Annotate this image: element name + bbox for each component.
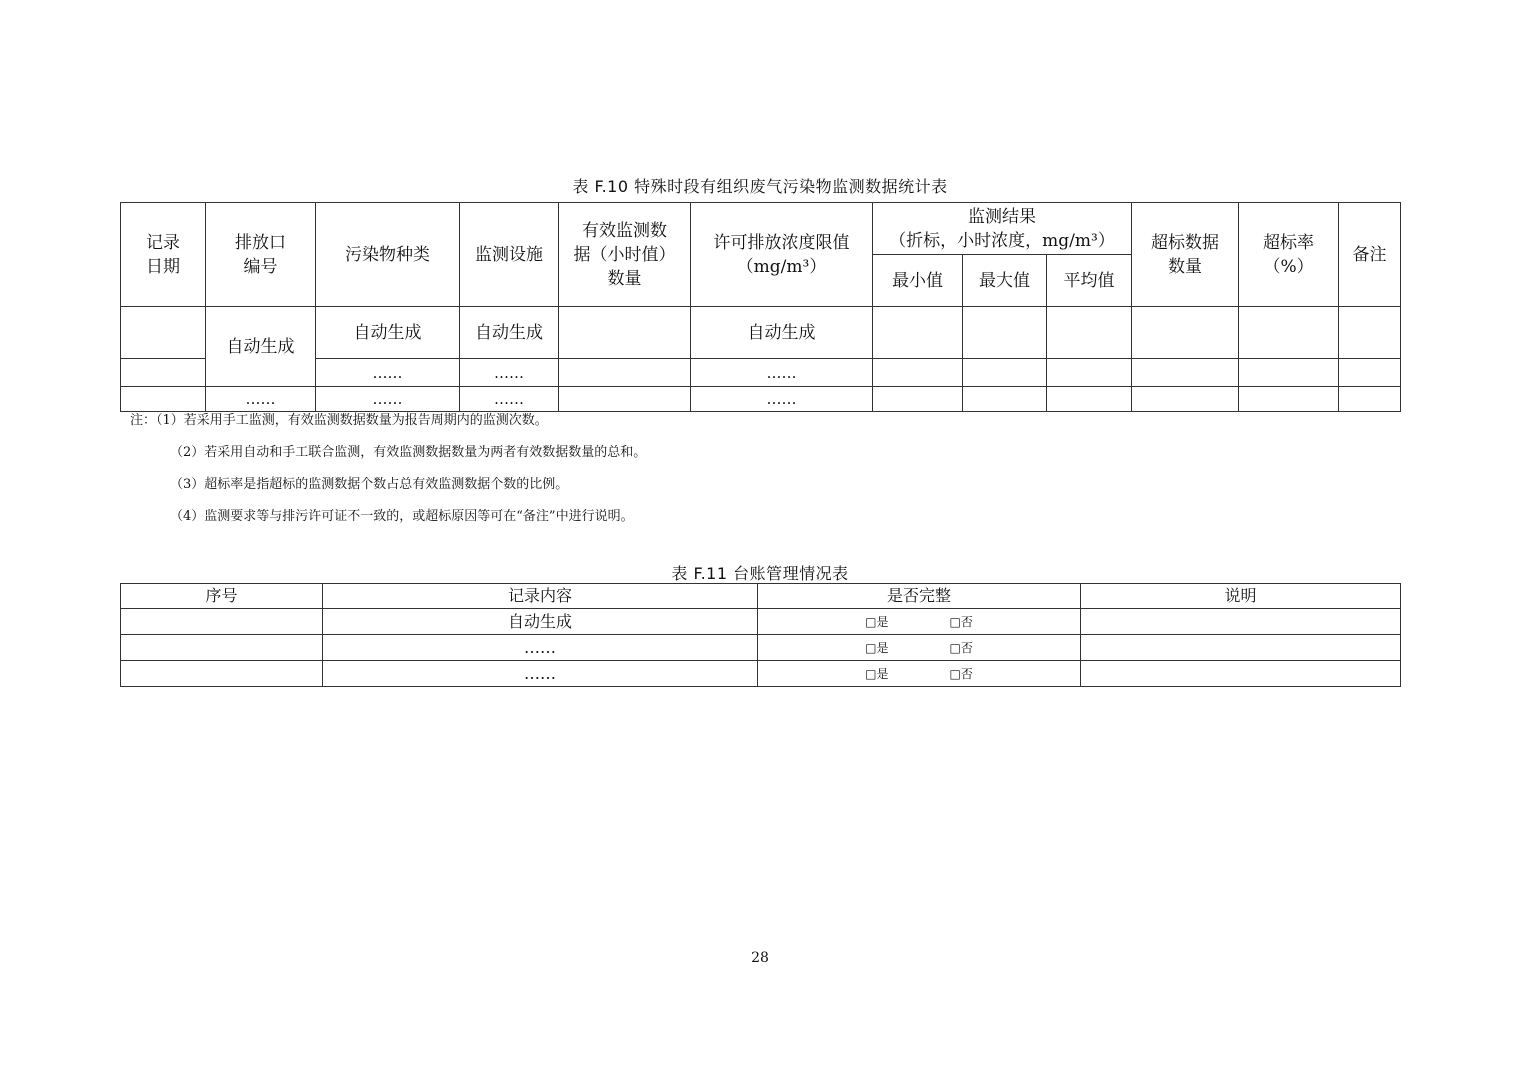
- header-outlet-no: 排放口 编号: [206, 203, 316, 307]
- table-row: [121, 387, 1401, 412]
- notes: [130, 410, 646, 538]
- header-exceed-count: 超标数据 数量: [1132, 203, 1239, 307]
- table-row: [121, 609, 1401, 635]
- cell-ellipsis: ……: [460, 359, 559, 387]
- table-f10-title: 表 F.10 特殊时段有组织废气污染物监测数据统计表: [572, 177, 948, 196]
- cell-ellipsis: ……: [460, 387, 559, 412]
- note-4: （4）监测要求等与排污许可证不一致的，或超标原因等可在“备注”中进行说明。: [170, 509, 634, 524]
- header-record-date: 记录 日期: [121, 203, 206, 307]
- header-complete: 是否完整: [758, 584, 1081, 609]
- checkbox-yes[interactable]: □是: [865, 641, 889, 655]
- page-number: 28: [751, 950, 769, 966]
- cell-ellipsis: ……: [691, 387, 873, 412]
- cell-auto: 自动生成: [691, 307, 873, 359]
- header-limit: 许可排放浓度限值 （mg/m³）: [691, 203, 873, 307]
- note-2: （2）若采用自动和手工联合监测，有效监测数据数量为两者有效数据数量的总和。: [170, 445, 647, 460]
- table-row: [121, 661, 1401, 687]
- header-valid-data: 有效监测数 据（小时值） 数量: [559, 203, 691, 307]
- checkbox-yes[interactable]: □是: [865, 615, 889, 629]
- cell-content: ……: [323, 661, 758, 687]
- checkbox-no[interactable]: □否: [949, 641, 973, 655]
- header-exceed-rate: 超标率 （%）: [1239, 203, 1339, 307]
- header-result: 监测结果 （折标，小时浓度，mg/m³）: [873, 203, 1132, 255]
- cell-content: ……: [323, 635, 758, 661]
- cell-auto: 自动生成: [206, 307, 316, 387]
- header-max: 最大值: [963, 255, 1047, 307]
- cell-ellipsis: ……: [691, 359, 873, 387]
- table-f10: [120, 202, 1401, 412]
- header-facility: 监测设施: [460, 203, 559, 307]
- table-row: [121, 307, 1401, 359]
- cell-ellipsis: ……: [316, 387, 460, 412]
- cell-content: 自动生成: [323, 609, 758, 635]
- table-f11-title: 表 F.11 台账管理情况表: [671, 564, 849, 583]
- header-seq: 序号: [121, 584, 323, 609]
- header-min: 最小值: [873, 255, 963, 307]
- table-f11: [120, 583, 1401, 687]
- header-avg: 平均值: [1047, 255, 1132, 307]
- cell-ellipsis: ……: [316, 359, 460, 387]
- cell-ellipsis: ……: [206, 387, 316, 412]
- checkbox-yes[interactable]: □是: [865, 667, 889, 681]
- header-content: 记录内容: [323, 584, 758, 609]
- header-remark: 备注: [1339, 203, 1401, 307]
- header-description: 说明: [1081, 584, 1401, 609]
- note-3: （3）超标率是指超标的监测数据个数占总有效监测数据个数的比例。: [170, 477, 569, 492]
- note-1: 注：（1）若采用手工监测，有效监测数据数量为报告周期内的监测次数。: [130, 413, 548, 428]
- cell-auto: 自动生成: [316, 307, 460, 359]
- header-pollutant: 污染物种类: [316, 203, 460, 307]
- cell-auto: 自动生成: [460, 307, 559, 359]
- table-row: [121, 635, 1401, 661]
- checkbox-no[interactable]: □否: [949, 615, 973, 629]
- checkbox-no[interactable]: □否: [949, 667, 973, 681]
